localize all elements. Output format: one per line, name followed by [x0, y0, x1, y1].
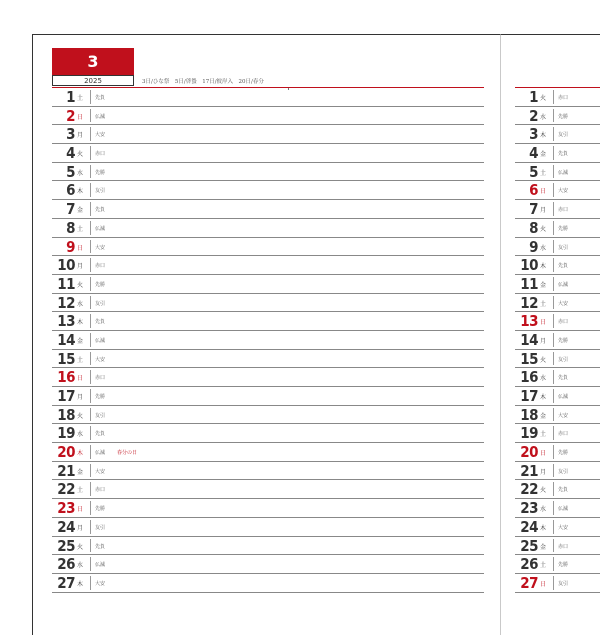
rokuyo-label: 先勝	[558, 337, 569, 344]
day-number: 8	[66, 218, 75, 237]
separator	[90, 165, 91, 179]
day-row	[52, 107, 484, 126]
day-number: 17	[520, 387, 538, 405]
weekday-label: 木	[77, 319, 84, 327]
rokuyo-label: 赤口	[558, 207, 569, 214]
day-row	[52, 537, 484, 556]
separator	[553, 277, 554, 291]
weekday-label: 火	[77, 543, 84, 551]
day-row	[515, 387, 600, 406]
separator	[553, 576, 554, 590]
separator	[90, 464, 91, 478]
weekday-label: 月	[540, 337, 547, 345]
day-number: 11	[57, 274, 75, 293]
day-number: 1	[66, 88, 75, 106]
separator	[553, 352, 554, 366]
day-number: 22	[520, 480, 538, 499]
weekday-label: 木	[540, 394, 547, 401]
rokuyo-label: 先勝	[558, 225, 569, 232]
weekday-label: 金	[77, 468, 84, 476]
rokuyo-label: 仏滅	[558, 506, 569, 513]
weekday-label: 月	[77, 394, 84, 401]
day-number: 23	[520, 499, 538, 518]
day-row	[52, 125, 484, 144]
day-row	[52, 368, 484, 387]
separator	[90, 408, 91, 422]
weekday-label: 木	[540, 263, 547, 271]
weekday-label: 日	[540, 319, 547, 327]
weekday-label: 火	[540, 225, 547, 233]
events-line: 3日/ひな祭 5日/啓蟄 17日/彼岸入 20日/春分	[142, 79, 264, 85]
day-row	[515, 163, 600, 182]
day-number: 24	[57, 517, 75, 536]
day-row	[515, 275, 600, 294]
day-row	[515, 537, 600, 556]
rokuyo-label: 大安	[558, 524, 569, 531]
day-row	[515, 256, 600, 275]
rokuyo-label: 仏滅	[95, 562, 106, 569]
weekday-label: 土	[540, 431, 547, 439]
separator	[553, 314, 554, 328]
separator	[90, 90, 91, 104]
day-row	[515, 312, 600, 331]
day-number: 8	[529, 218, 538, 237]
day-number: 15	[520, 349, 538, 368]
rokuyo-label: 先勝	[95, 394, 106, 400]
day-row	[515, 499, 600, 518]
weekday-label: 火	[540, 95, 547, 102]
day-number: 21	[57, 461, 75, 480]
weekday-label: 月	[77, 263, 84, 271]
day-row	[52, 331, 484, 350]
weekday-label: 日	[77, 244, 84, 252]
separator	[90, 127, 91, 141]
day-row	[515, 294, 600, 313]
day-number: 13	[520, 312, 538, 331]
day-number: 9	[66, 237, 75, 256]
weekday-label: 水	[77, 431, 84, 439]
weekday-label: 金	[540, 412, 547, 420]
weekday-label: 土	[77, 487, 84, 495]
separator	[553, 90, 554, 104]
day-row	[52, 163, 484, 182]
separator	[553, 165, 554, 179]
day-number: 18	[57, 405, 75, 424]
weekday-label: 木	[77, 188, 84, 196]
weekday-label: 金	[540, 543, 547, 551]
rokuyo-label: 赤口	[95, 263, 106, 270]
rokuyo-label: 仏滅	[95, 225, 106, 232]
rokuyo-label: 先負	[95, 319, 106, 326]
day-row	[515, 555, 600, 574]
separator	[553, 426, 554, 440]
day-number: 2	[529, 106, 538, 125]
day-row	[52, 181, 484, 200]
separator	[553, 333, 554, 347]
rokuyo-label: 大安	[558, 188, 569, 195]
day-row	[515, 219, 600, 238]
day-row	[52, 312, 484, 331]
day-number: 4	[66, 144, 75, 163]
rokuyo-label: 友引	[95, 188, 106, 195]
day-number: 21	[520, 461, 538, 480]
day-number: 19	[57, 424, 75, 443]
weekday-label: 月	[77, 524, 84, 532]
day-row	[515, 443, 600, 462]
separator	[553, 240, 554, 254]
holiday-label: 春分の日	[117, 450, 138, 457]
separator	[90, 314, 91, 328]
weekday-label: 日	[540, 450, 547, 458]
day-row	[52, 518, 484, 537]
rokuyo-label: 先負	[95, 543, 106, 550]
rokuyo-label: 先勝	[558, 113, 569, 120]
weekday-label: 火	[77, 281, 84, 289]
rokuyo-label: 赤口	[558, 431, 569, 438]
day-number: 2	[66, 106, 75, 125]
separator	[553, 557, 554, 571]
separator	[90, 370, 91, 384]
day-row	[52, 574, 484, 593]
rokuyo-label: 仏滅	[558, 281, 569, 288]
day-row	[52, 387, 484, 406]
separator	[90, 240, 91, 254]
day-row	[52, 294, 484, 313]
day-row	[515, 181, 600, 200]
rokuyo-label: 先勝	[95, 169, 106, 176]
rokuyo-label: 先負	[558, 151, 569, 158]
weekday-label: 月	[540, 468, 547, 476]
day-number: 10	[520, 256, 538, 275]
day-row	[515, 350, 600, 369]
rokuyo-label: 先負	[95, 431, 106, 438]
weekday-label: 水	[540, 375, 547, 383]
separator	[553, 370, 554, 384]
day-row	[52, 219, 484, 238]
rokuyo-label: 赤口	[95, 487, 106, 494]
separator	[553, 202, 554, 216]
weekday-label: 土	[77, 356, 84, 364]
day-row	[515, 200, 600, 219]
separator	[90, 389, 91, 403]
day-number: 7	[66, 200, 75, 219]
day-row	[52, 144, 484, 163]
day-number: 19	[520, 424, 538, 443]
rokuyo-label: 友引	[95, 524, 106, 531]
day-row	[515, 107, 600, 126]
day-row	[515, 125, 600, 144]
day-number: 12	[57, 293, 75, 312]
day-row	[515, 518, 600, 537]
weekday-label: 水	[540, 506, 547, 514]
day-row	[515, 144, 600, 163]
day-row	[52, 88, 484, 107]
separator	[90, 576, 91, 590]
separator	[553, 464, 554, 478]
separator	[90, 296, 91, 310]
rokuyo-label: 赤口	[558, 95, 569, 101]
separator	[553, 258, 554, 272]
rokuyo-label: 大安	[558, 412, 569, 419]
separator	[90, 202, 91, 216]
separator	[90, 426, 91, 440]
day-number: 16	[520, 368, 538, 387]
separator	[553, 109, 554, 123]
rokuyo-label: 大安	[558, 300, 569, 307]
weekday-label: 火	[77, 151, 84, 159]
rokuyo-label: 友引	[558, 244, 569, 251]
weekday-label: 月	[77, 132, 84, 140]
day-number: 27	[520, 573, 538, 592]
rokuyo-label: 先勝	[558, 450, 569, 457]
separator	[553, 501, 554, 515]
rokuyo-label: 先勝	[558, 562, 569, 569]
rokuyo-label: 友引	[558, 356, 569, 363]
day-row	[52, 424, 484, 443]
weekday-label: 火	[77, 412, 84, 420]
weekday-label: 水	[540, 113, 547, 121]
weekday-label: 水	[540, 244, 547, 252]
day-number: 17	[57, 387, 75, 405]
separator	[90, 352, 91, 366]
day-number: 7	[529, 200, 538, 219]
day-number: 13	[57, 312, 75, 331]
day-row	[515, 480, 600, 499]
day-row	[515, 238, 600, 257]
day-number: 23	[57, 499, 75, 518]
weekday-label: 水	[77, 300, 84, 308]
calendar-left	[52, 87, 484, 593]
separator	[553, 221, 554, 235]
day-number: 5	[66, 162, 75, 181]
rokuyo-label: 先負	[558, 375, 569, 382]
day-number: 18	[520, 405, 538, 424]
day-number: 4	[529, 144, 538, 163]
day-number: 26	[520, 555, 538, 574]
rokuyo-label: 大安	[95, 468, 106, 475]
weekday-label: 日	[77, 375, 84, 383]
day-row	[515, 424, 600, 443]
weekday-label: 金	[77, 207, 84, 215]
day-number: 16	[57, 368, 75, 387]
separator	[553, 127, 554, 141]
weekday-label: 土	[540, 300, 547, 308]
day-number: 24	[520, 517, 538, 536]
day-number: 6	[529, 181, 538, 200]
rokuyo-label: 先負	[558, 487, 569, 494]
weekday-label: 金	[77, 337, 84, 345]
separator	[90, 258, 91, 272]
weekday-label: 土	[540, 562, 547, 570]
day-number: 12	[520, 293, 538, 312]
day-row	[52, 499, 484, 518]
rokuyo-label: 仏滅	[95, 450, 106, 457]
day-row	[515, 462, 600, 481]
separator	[553, 482, 554, 496]
day-row	[52, 256, 484, 275]
day-number: 10	[57, 256, 75, 275]
day-number: 6	[66, 181, 75, 200]
weekday-label: 金	[540, 151, 547, 159]
month-label: 3	[52, 48, 134, 75]
day-number: 5	[529, 162, 538, 181]
separator	[90, 482, 91, 496]
separator	[553, 183, 554, 197]
day-row	[515, 331, 600, 350]
separator	[90, 146, 91, 160]
rokuyo-label: 大安	[95, 132, 106, 139]
rokuyo-label: 大安	[95, 244, 106, 251]
separator	[553, 539, 554, 553]
day-number: 20	[57, 443, 75, 462]
separator	[90, 557, 91, 571]
day-number: 25	[520, 536, 538, 555]
rokuyo-label: 赤口	[95, 375, 106, 382]
rokuyo-label: 仏滅	[558, 169, 569, 176]
separator	[90, 333, 91, 347]
weekday-label: 火	[540, 487, 547, 495]
rokuyo-label: 友引	[558, 132, 569, 139]
separator	[553, 146, 554, 160]
weekday-label: 日	[77, 113, 84, 121]
rokuyo-label: 赤口	[558, 319, 569, 326]
rokuyo-label: 先負	[95, 207, 106, 214]
day-number: 20	[520, 443, 538, 462]
day-number: 26	[57, 555, 75, 574]
weekday-label: 日	[77, 506, 84, 514]
separator	[90, 221, 91, 235]
separator	[90, 183, 91, 197]
day-row	[52, 555, 484, 574]
weekday-label: 木	[77, 580, 84, 588]
weekday-label: 水	[77, 562, 84, 570]
weekday-label: 土	[77, 225, 84, 233]
separator	[553, 389, 554, 403]
calendar-right	[515, 87, 600, 593]
day-row	[52, 275, 484, 294]
rokuyo-label: 仏滅	[95, 113, 106, 120]
day-row	[52, 406, 484, 425]
weekday-label: 日	[540, 580, 547, 588]
rokuyo-label: 大安	[95, 580, 106, 587]
day-number: 22	[57, 480, 75, 499]
rokuyo-label: 仏滅	[95, 337, 106, 344]
separator	[90, 277, 91, 291]
rokuyo-label: 友引	[558, 468, 569, 475]
separator	[90, 445, 91, 459]
separator	[553, 408, 554, 422]
day-row	[52, 350, 484, 369]
rokuyo-label: 先勝	[95, 281, 106, 288]
rokuyo-label: 友引	[558, 580, 569, 587]
day-number: 15	[57, 349, 75, 368]
day-number: 3	[66, 125, 75, 144]
rokuyo-label: 大安	[95, 356, 106, 363]
day-number: 9	[529, 237, 538, 256]
weekday-label: 水	[77, 169, 84, 177]
separator	[90, 539, 91, 553]
rokuyo-label: 友引	[95, 300, 106, 307]
year-label: 2025	[52, 75, 134, 86]
rokuyo-label: 仏滅	[558, 394, 569, 400]
weekday-label: 月	[540, 207, 547, 215]
day-row	[52, 238, 484, 257]
rokuyo-label: 友引	[95, 412, 106, 419]
day-number: 11	[520, 274, 538, 293]
day-number: 25	[57, 536, 75, 555]
weekday-label: 金	[540, 281, 547, 289]
rokuyo-label: 先勝	[95, 506, 106, 513]
rokuyo-label: 赤口	[95, 151, 106, 158]
day-number: 14	[520, 330, 538, 349]
separator	[553, 445, 554, 459]
day-number: 1	[529, 88, 538, 106]
rokuyo-label: 赤口	[558, 543, 569, 550]
weekday-label: 木	[77, 450, 84, 458]
weekday-label: 木	[540, 132, 547, 140]
separator	[90, 109, 91, 123]
separator	[553, 296, 554, 310]
day-row	[52, 480, 484, 499]
separator	[553, 520, 554, 534]
day-row	[52, 200, 484, 219]
day-row	[515, 406, 600, 425]
day-row	[52, 443, 484, 462]
day-row	[52, 462, 484, 481]
separator	[90, 520, 91, 534]
weekday-label: 日	[540, 188, 547, 196]
weekday-label: 火	[540, 356, 547, 364]
day-number: 14	[57, 330, 75, 349]
weekday-label: 木	[540, 524, 547, 532]
day-number: 27	[57, 573, 75, 592]
rokuyo-label: 先負	[95, 95, 106, 101]
day-row	[515, 88, 600, 107]
weekday-label: 土	[77, 95, 84, 102]
day-row	[515, 368, 600, 387]
day-number: 3	[529, 125, 538, 144]
separator	[90, 501, 91, 515]
rokuyo-label: 先負	[558, 263, 569, 270]
weekday-label: 土	[540, 169, 547, 177]
day-row	[515, 574, 600, 593]
